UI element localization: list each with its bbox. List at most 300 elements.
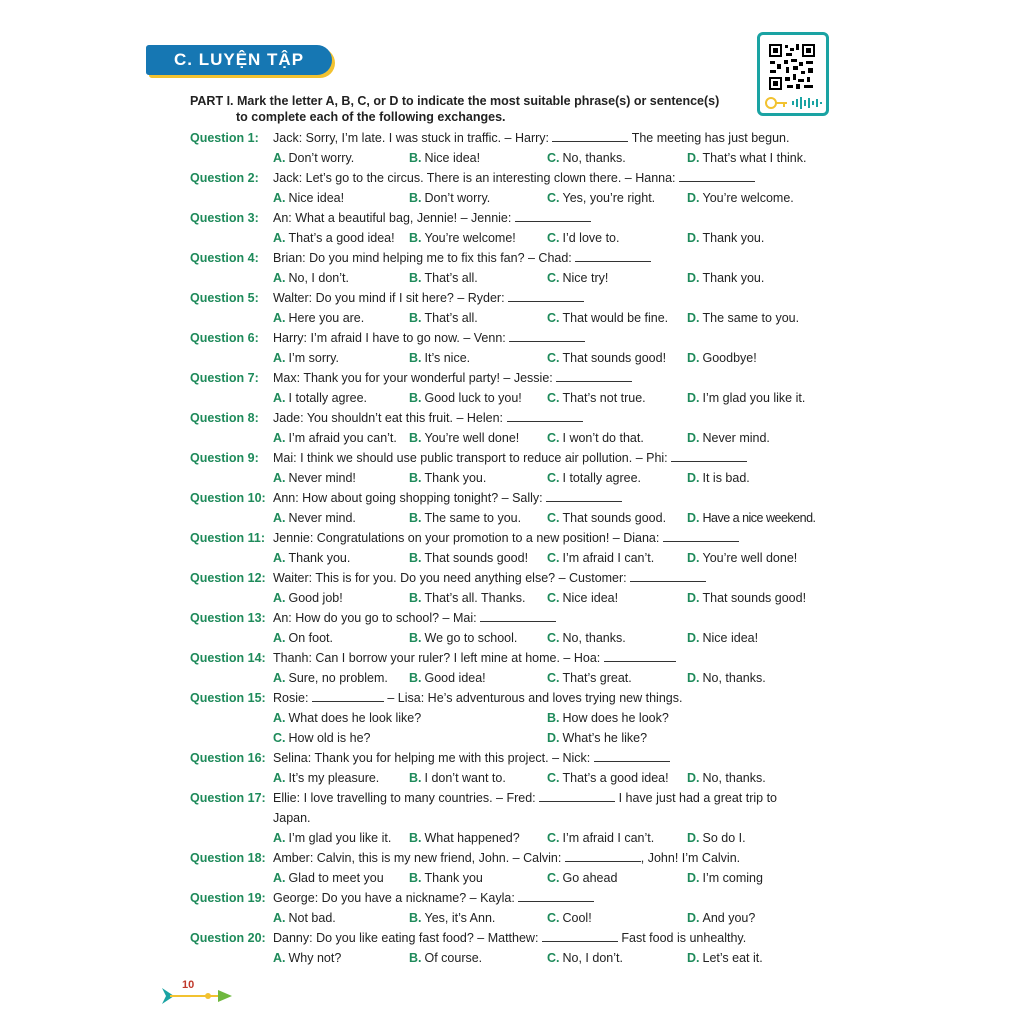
option-text: No, I don’t. (288, 271, 349, 285)
answer-option[interactable] (687, 150, 807, 166)
option-text: That sounds good. (562, 511, 667, 525)
option-text: It’s my pleasure. (288, 771, 380, 785)
answer-option[interactable] (273, 590, 343, 606)
answer-option[interactable] (273, 230, 395, 246)
answer-option[interactable] (547, 430, 644, 446)
option-letter: B. (409, 551, 422, 565)
option-text: I’m glad you like it. (288, 831, 392, 845)
answer-option[interactable] (273, 550, 350, 566)
answer-option[interactable] (273, 950, 341, 966)
question-prompt: Jack: Sorry, I’m late. I was stuck in traffic. – Harry: (273, 131, 553, 145)
answer-option[interactable] (687, 830, 746, 846)
answer-option[interactable] (409, 770, 506, 786)
option-letter: D. (547, 731, 560, 745)
answer-option[interactable] (409, 590, 525, 606)
answer-option[interactable] (273, 310, 364, 326)
question-label: Question 18: (190, 851, 266, 865)
answer-option[interactable] (273, 510, 356, 526)
question-text (273, 650, 676, 666)
question-label: Question 6: (190, 331, 259, 345)
answer-option[interactable] (687, 190, 794, 206)
answer-blank[interactable] (480, 610, 556, 622)
answer-blank[interactable] (556, 370, 632, 382)
option-letter: B. (409, 671, 422, 685)
audio-key-icon (764, 95, 824, 111)
question-prompt: Amber: Calvin, this is my new friend, John. – Calvin: (273, 851, 565, 865)
answer-option[interactable] (547, 590, 618, 606)
question-text (273, 290, 584, 306)
question-label: Question 10: (190, 491, 266, 505)
option-text: Of course. (424, 951, 483, 965)
option-letter: D. (687, 911, 700, 925)
answer-blank[interactable] (594, 750, 670, 762)
answer-option[interactable] (547, 310, 668, 326)
option-text: Nice idea! (702, 631, 759, 645)
option-letter: C. (547, 771, 560, 785)
option-letter: D. (687, 311, 700, 325)
question-label: Question 1: (190, 131, 259, 145)
answer-option[interactable] (409, 310, 478, 326)
answer-blank[interactable] (539, 790, 615, 802)
question-prompt-end: The meeting has just begun. (628, 131, 790, 145)
option-letter: C. (547, 191, 560, 205)
answer-blank[interactable] (565, 850, 641, 862)
answer-option[interactable] (547, 230, 619, 246)
question-prompt: Jade: You shouldn’t eat this fruit. – Helen: (273, 411, 507, 425)
question-label: Question 20: (190, 931, 266, 945)
question-prompt: An: What a beautiful bag, Jennie! – Jennie: (273, 211, 515, 225)
option-text: Nice idea! (288, 191, 345, 205)
answer-option[interactable] (547, 950, 623, 966)
option-letter: C. (273, 731, 286, 745)
answer-option[interactable] (409, 910, 495, 926)
answer-option[interactable] (687, 510, 816, 526)
question-prompt-end: I have just had a great trip to (615, 791, 777, 805)
question-prompt: Waiter: This is for you. Do you need anything else? – Customer: (273, 571, 631, 585)
option-letter: B. (409, 831, 422, 845)
answer-option[interactable] (273, 190, 344, 206)
question-text (273, 570, 706, 586)
question-prompt-end: Fast food is unhealthy. (617, 931, 747, 945)
answer-option[interactable] (273, 470, 356, 486)
question-prompt: Brian: Do you mind helping me to fix this fan? – Chad: (273, 251, 576, 265)
question-label: Question 12: (190, 571, 266, 585)
answer-option[interactable] (409, 270, 478, 286)
answer-option[interactable] (547, 470, 641, 486)
option-text: How does he look? (562, 711, 669, 725)
option-text: That’s great. (562, 671, 632, 685)
option-text: Goodbye! (702, 351, 757, 365)
question-text (273, 610, 556, 626)
answer-option[interactable] (409, 830, 520, 846)
option-letter: D. (687, 151, 700, 165)
option-text: No, thanks. (562, 631, 626, 645)
option-letter: A. (273, 431, 286, 445)
option-letter: B. (409, 771, 422, 785)
answer-option[interactable] (687, 270, 764, 286)
question-text (273, 930, 746, 946)
question-label: Question 16: (190, 751, 266, 765)
answer-option[interactable] (687, 670, 766, 686)
answer-option[interactable] (409, 150, 480, 166)
option-letter: A. (273, 391, 286, 405)
answer-option[interactable] (273, 730, 371, 746)
option-letter: D. (687, 591, 700, 605)
option-text: Thank you. (702, 231, 765, 245)
answer-option[interactable] (409, 870, 483, 886)
answer-blank[interactable] (546, 490, 622, 502)
question-text (273, 170, 755, 186)
option-letter: B. (409, 951, 422, 965)
part-instruction-line-2: to complete each of the following exchanges. (236, 110, 506, 124)
option-text: I’d love to. (562, 231, 620, 245)
answer-option[interactable] (409, 350, 470, 366)
part-instructions (190, 93, 770, 125)
answer-option[interactable] (547, 190, 655, 206)
option-letter: B. (409, 191, 422, 205)
question-label: Question 17: (190, 791, 266, 805)
answer-blank[interactable] (552, 130, 628, 142)
answer-option[interactable] (409, 630, 517, 646)
option-text: Nice idea! (562, 591, 619, 605)
option-letter: A. (273, 911, 286, 925)
answer-option[interactable] (547, 510, 666, 526)
answer-blank[interactable] (575, 250, 651, 262)
answer-option[interactable] (273, 350, 339, 366)
option-letter: C. (547, 311, 560, 325)
question-text (273, 750, 670, 766)
answer-option[interactable] (273, 630, 333, 646)
option-letter: B. (409, 871, 422, 885)
answer-option[interactable] (409, 510, 521, 526)
option-text: No, I don’t. (562, 951, 623, 965)
question-prompt: Walter: Do you mind if I sit here? – Ryder: (273, 291, 509, 305)
option-letter: D. (687, 951, 700, 965)
option-letter: D. (687, 771, 700, 785)
option-letter: C. (547, 871, 560, 885)
option-text: No, thanks. (562, 151, 626, 165)
answer-option[interactable] (273, 770, 379, 786)
option-text: Thank you. (288, 551, 351, 565)
option-text: Never mind. (288, 511, 356, 525)
option-text: So do I. (702, 831, 746, 845)
option-letter: A. (273, 351, 286, 365)
option-letter: C. (547, 271, 560, 285)
question-text (273, 490, 622, 506)
question-text (273, 370, 632, 386)
part-instruction-line-1: PART I. Mark the letter A, B, C, or D to indicate the most suitable phrase(s) or sentence(s) (190, 94, 720, 108)
question-text (273, 410, 583, 426)
answer-blank[interactable] (542, 930, 618, 942)
answer-option[interactable] (687, 770, 766, 786)
answer-option[interactable] (687, 630, 758, 646)
question-text (273, 210, 591, 226)
option-text: And you? (702, 911, 756, 925)
option-text: How old is he? (288, 731, 371, 745)
question-label: Question 9: (190, 451, 259, 465)
option-text: That’s what I think. (702, 151, 807, 165)
option-text: Good job! (288, 591, 343, 605)
option-letter: A. (273, 231, 286, 245)
answer-option[interactable] (687, 350, 757, 366)
answer-option[interactable] (273, 430, 397, 446)
answer-option[interactable] (273, 830, 391, 846)
question-text (273, 530, 739, 546)
answer-option[interactable] (687, 470, 750, 486)
answer-option[interactable] (273, 710, 421, 726)
option-text: That’s all. (424, 311, 478, 325)
option-text: Glad to meet you (288, 871, 384, 885)
question-label: Question 14: (190, 651, 266, 665)
option-text: Yes, it’s Ann. (424, 911, 496, 925)
answer-option[interactable] (273, 270, 349, 286)
answer-option[interactable] (273, 870, 384, 886)
option-letter: C. (547, 431, 560, 445)
option-text: That sounds good! (702, 591, 807, 605)
option-letter: B. (409, 351, 422, 365)
question-text (273, 130, 789, 146)
question-prompt: Jack: Let’s go to the circus. There is an interesting clown there. – Hanna: (273, 171, 680, 185)
answer-option[interactable] (547, 350, 666, 366)
option-text: Never mind! (288, 471, 356, 485)
question-prompt: Ellie: I love travelling to many countries. – Fred: (273, 791, 540, 805)
answer-blank[interactable] (630, 570, 706, 582)
option-text: Go ahead (562, 871, 618, 885)
option-text: What does he look like? (288, 711, 422, 725)
option-text: Don’t worry. (288, 151, 355, 165)
answer-option[interactable] (409, 230, 516, 246)
qr-code-icon (768, 43, 816, 91)
answer-blank[interactable] (508, 290, 584, 302)
question-prompt: Danny: Do you like eating fast food? – Matthew: (273, 931, 542, 945)
answer-option[interactable] (687, 310, 799, 326)
answer-blank[interactable] (604, 650, 676, 662)
option-letter: B. (409, 911, 422, 925)
option-letter: C. (547, 911, 560, 925)
question-prompt-end: – Lisa: He’s adventurous and loves trying new things. (383, 691, 683, 705)
answer-option[interactable] (547, 390, 646, 406)
option-letter: B. (547, 711, 560, 725)
answer-blank[interactable] (518, 890, 594, 902)
option-text: I don’t want to. (424, 771, 506, 785)
answer-option[interactable] (687, 590, 806, 606)
option-text: It is bad. (702, 471, 750, 485)
option-text: It’s nice. (424, 351, 471, 365)
option-letter: C. (547, 831, 560, 845)
option-letter: B. (409, 631, 422, 645)
option-text: Never mind. (702, 431, 770, 445)
option-letter: A. (273, 631, 286, 645)
option-text: That would be fine. (562, 311, 669, 325)
option-letter: A. (273, 191, 286, 205)
option-letter: B. (409, 231, 422, 245)
option-letter: C. (547, 551, 560, 565)
option-text: Sure, no problem. (288, 671, 388, 685)
option-text: That’s a good idea! (562, 771, 669, 785)
option-letter: D. (687, 431, 700, 445)
option-text: Yes, you’re right. (562, 191, 656, 205)
option-letter: D. (687, 831, 700, 845)
option-letter: C. (547, 151, 560, 165)
option-text: That’s all. Thanks. (424, 591, 526, 605)
option-text: You’re welcome. (702, 191, 794, 205)
answer-option[interactable] (687, 430, 770, 446)
answer-option[interactable] (273, 390, 367, 406)
question-prompt: Harry: I’m afraid I have to go now. – Venn: (273, 331, 510, 345)
option-letter: A. (273, 771, 286, 785)
answer-option[interactable] (687, 910, 755, 926)
answer-option[interactable] (409, 470, 486, 486)
section-banner (146, 45, 336, 77)
option-text: Good luck to you! (424, 391, 522, 405)
option-text: I’m sorry. (288, 351, 339, 365)
option-text: I’m afraid you can’t. (288, 431, 397, 445)
option-text: Nice idea! (424, 151, 481, 165)
question-label: Question 2: (190, 171, 259, 185)
option-text: Why not? (288, 951, 342, 965)
question-text (273, 690, 682, 706)
option-letter: D. (687, 231, 700, 245)
option-text: The same to you. (702, 311, 800, 325)
option-letter: A. (273, 311, 286, 325)
answer-blank[interactable] (312, 690, 384, 702)
option-letter: C. (547, 591, 560, 605)
answer-option[interactable] (547, 270, 608, 286)
answer-option[interactable] (273, 910, 336, 926)
option-letter: D. (687, 351, 700, 365)
answer-option[interactable] (687, 230, 764, 246)
option-text: I won’t do that. (562, 431, 644, 445)
option-text: I’m afraid I can’t. (562, 551, 655, 565)
option-letter: C. (547, 471, 560, 485)
option-text: You’re well done! (702, 551, 798, 565)
page-number: 10 (182, 979, 195, 991)
option-text: Good idea! (424, 671, 486, 685)
option-letter: A. (273, 671, 286, 685)
answer-option[interactable] (687, 870, 763, 886)
option-letter: D. (687, 471, 700, 485)
question-label: Question 8: (190, 411, 259, 425)
option-letter: D. (687, 631, 700, 645)
option-letter: D. (687, 391, 700, 405)
option-letter: B. (409, 591, 422, 605)
option-text: I’m coming (702, 871, 763, 885)
option-letter: D. (687, 671, 700, 685)
question-text (273, 850, 740, 866)
question-prompt: Selina: Thank you for helping me with this project. – Nick: (273, 751, 594, 765)
answer-option[interactable] (409, 190, 490, 206)
option-letter: B. (409, 271, 422, 285)
answer-option[interactable] (547, 870, 617, 886)
option-letter: B. (409, 431, 422, 445)
answer-blank[interactable] (671, 450, 747, 462)
question-continuation: Japan. (273, 811, 311, 825)
question-prompt: Jennie: Congratulations on your promotion to a new position! – Diana: (273, 531, 663, 545)
option-letter: A. (273, 591, 286, 605)
question-label: Question 15: (190, 691, 266, 705)
option-text: I totally agree. (288, 391, 368, 405)
option-text: We go to school. (424, 631, 518, 645)
option-text: No, thanks. (702, 771, 766, 785)
answer-option[interactable] (687, 390, 805, 406)
option-letter: D. (687, 871, 700, 885)
option-text: Have a nice weekend. (702, 511, 816, 525)
option-text: You’re welcome! (424, 231, 516, 245)
option-text: That sounds good! (562, 351, 667, 365)
option-letter: C. (547, 351, 560, 365)
option-letter: B. (409, 391, 422, 405)
option-letter: B. (409, 471, 422, 485)
option-letter: A. (273, 271, 286, 285)
question-prompt: George: Do you have a nickname? – Kayla: (273, 891, 519, 905)
answer-option[interactable] (547, 630, 626, 646)
option-letter: C. (547, 231, 560, 245)
answer-option[interactable] (687, 950, 763, 966)
option-text: I’m afraid I can’t. (562, 831, 655, 845)
option-text: Let’s eat it. (702, 951, 763, 965)
question-prompt: Rosie: (273, 691, 312, 705)
answer-option[interactable] (547, 730, 647, 746)
answer-blank[interactable] (507, 410, 583, 422)
option-letter: A. (273, 951, 286, 965)
answer-blank[interactable] (679, 170, 755, 182)
answer-option[interactable] (273, 670, 388, 686)
question-label: Question 7: (190, 371, 259, 385)
answer-option[interactable] (547, 550, 654, 566)
answer-option[interactable] (547, 710, 669, 726)
question-label: Question 4: (190, 251, 259, 265)
option-text: Cool! (562, 911, 592, 925)
question-prompt: Max: Thank you for your wonderful party! – Jessie: (273, 371, 557, 385)
question-prompt: Ann: How about going shopping tonight? – Sally: (273, 491, 547, 505)
option-letter: D. (687, 271, 700, 285)
answer-option[interactable] (687, 550, 797, 566)
option-text: Here you are. (288, 311, 365, 325)
option-letter: A. (273, 551, 286, 565)
question-label: Question 3: (190, 211, 259, 225)
answer-blank[interactable] (663, 530, 739, 542)
answer-option[interactable] (409, 430, 519, 446)
option-letter: C. (547, 511, 560, 525)
answer-option[interactable] (547, 910, 592, 926)
answer-option[interactable] (547, 830, 654, 846)
option-letter: A. (273, 711, 286, 725)
option-letter: C. (547, 631, 560, 645)
option-letter: A. (273, 151, 286, 165)
option-text: I totally agree. (562, 471, 642, 485)
section-title: C. LUYỆN TẬP (173, 50, 305, 69)
option-letter: C. (547, 391, 560, 405)
option-letter: A. (273, 871, 286, 885)
answer-option[interactable] (547, 770, 669, 786)
answer-option[interactable] (409, 950, 482, 966)
answer-option[interactable] (547, 670, 632, 686)
answer-option[interactable] (273, 150, 354, 166)
question-label: Question 11: (190, 531, 266, 545)
answer-blank[interactable] (509, 330, 585, 342)
option-text: That’s a good idea! (288, 231, 395, 245)
option-letter: C. (547, 671, 560, 685)
question-prompt: Thanh: Can I borrow your ruler? I left mine at home. – Hoa: (273, 651, 604, 665)
option-letter: A. (273, 471, 286, 485)
answer-blank[interactable] (515, 210, 591, 222)
answer-option[interactable] (409, 390, 522, 406)
answer-option[interactable] (409, 670, 486, 686)
answer-option[interactable] (547, 150, 626, 166)
option-text: On foot. (288, 631, 333, 645)
answer-option[interactable] (409, 550, 528, 566)
question-label: Question 19: (190, 891, 266, 905)
